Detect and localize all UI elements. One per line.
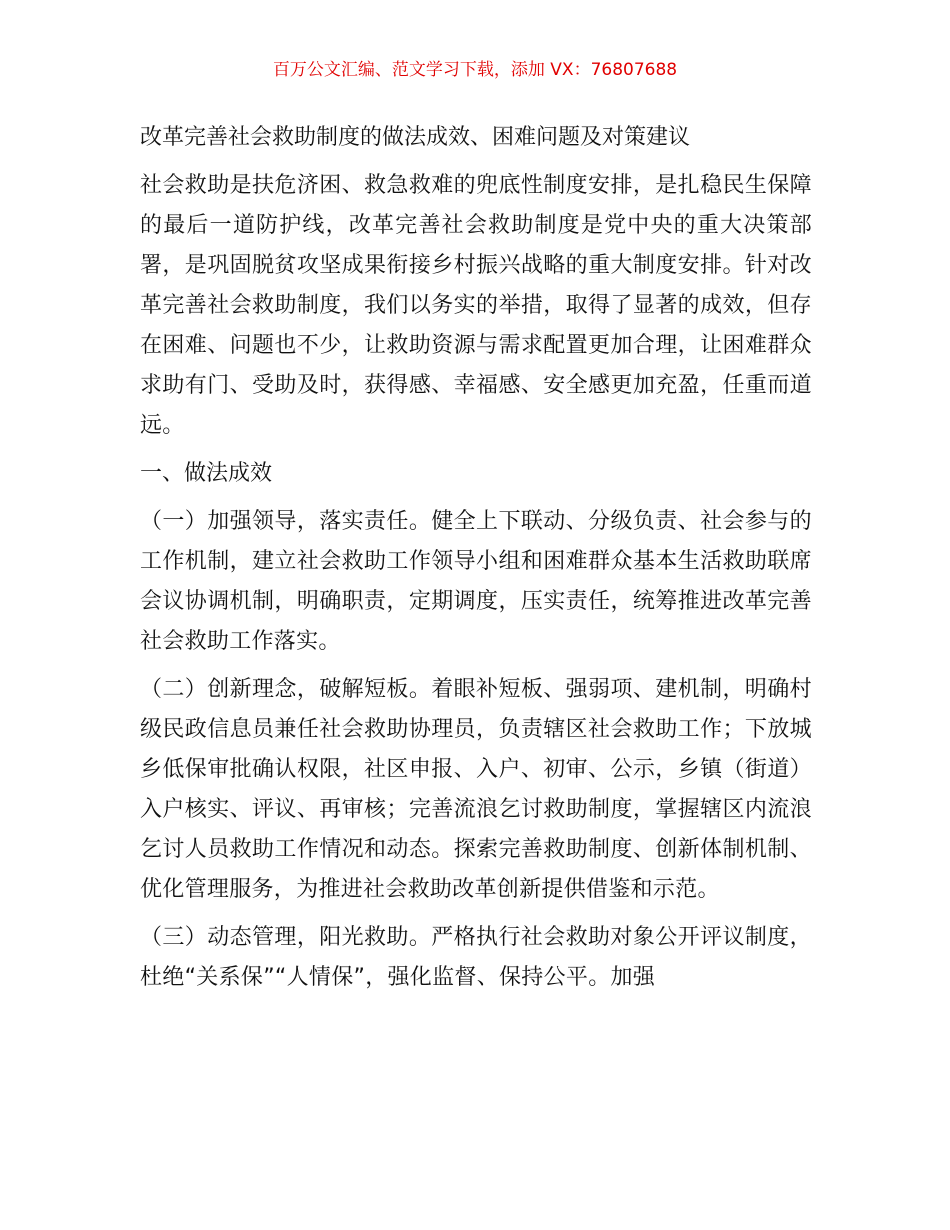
document-title: 改革完善社会救助制度的做法成效、困难问题及对策建议 (140, 125, 691, 150)
item-paragraph-2: （二）创新理念，破解短板。着眼补短板、强弱项、建机制，明确村级民政信息员兼任社会救助协理员，负责辖区社会救助工作；下放城乡低保审批确认权限，社区申报、入户、初审、公示，乡镇（街道）入户核实、评议、再审核；完善流浪乞讨救助制度，掌握辖区内流浪乞讨人员救助工作情况和动态。探索完善救助制度、创新体制机制、优化管理服务，为推进社会救助改革创新提供借鉴和示范。 (140, 677, 812, 902)
banner-text: 百万公文汇编、范文学习下载，添加 VX：76807688 (272, 60, 678, 80)
intro-paragraph: 社会救助是扶危济困、救急救难的兜底性制度安排，是扎稳民生保障的最后一道防护线，改革完善社会救助制度是党中央的重大决策部署，是巩固脱贫攻坚成果衔接乡村振兴战略的重大制度安排。针对改革完善社会救助制度，我们以务实的举措，取得了显著的成效，但存在困难、问题也不少，让救助资源与需求配置更加合理，让困难群众求助有门、受助及时，获得感、幸福感、安全感更加充盈，任重而道远。 (140, 173, 812, 438)
section-heading-1: 一、做法成效 (140, 461, 273, 486)
header-banner (0, 56, 950, 84)
document-body (140, 118, 812, 1006)
item-paragraph-1: （一）加强领导，落实责任。健全上下联动、分级负责、社会参与的工作机制，建立社会救助工作领导小组和困难群众基本生活救助联席会议协调机制，明确职责，定期调度，压实责任，统筹推进改革完善社会救助工作落实。 (140, 509, 812, 654)
item-paragraph-3: （三）动态管理，阳光救助。严格执行社会救助对象公开评议制度，杜绝“关系保”“人情保”，强化监督、保持公平。加强 (140, 925, 812, 990)
